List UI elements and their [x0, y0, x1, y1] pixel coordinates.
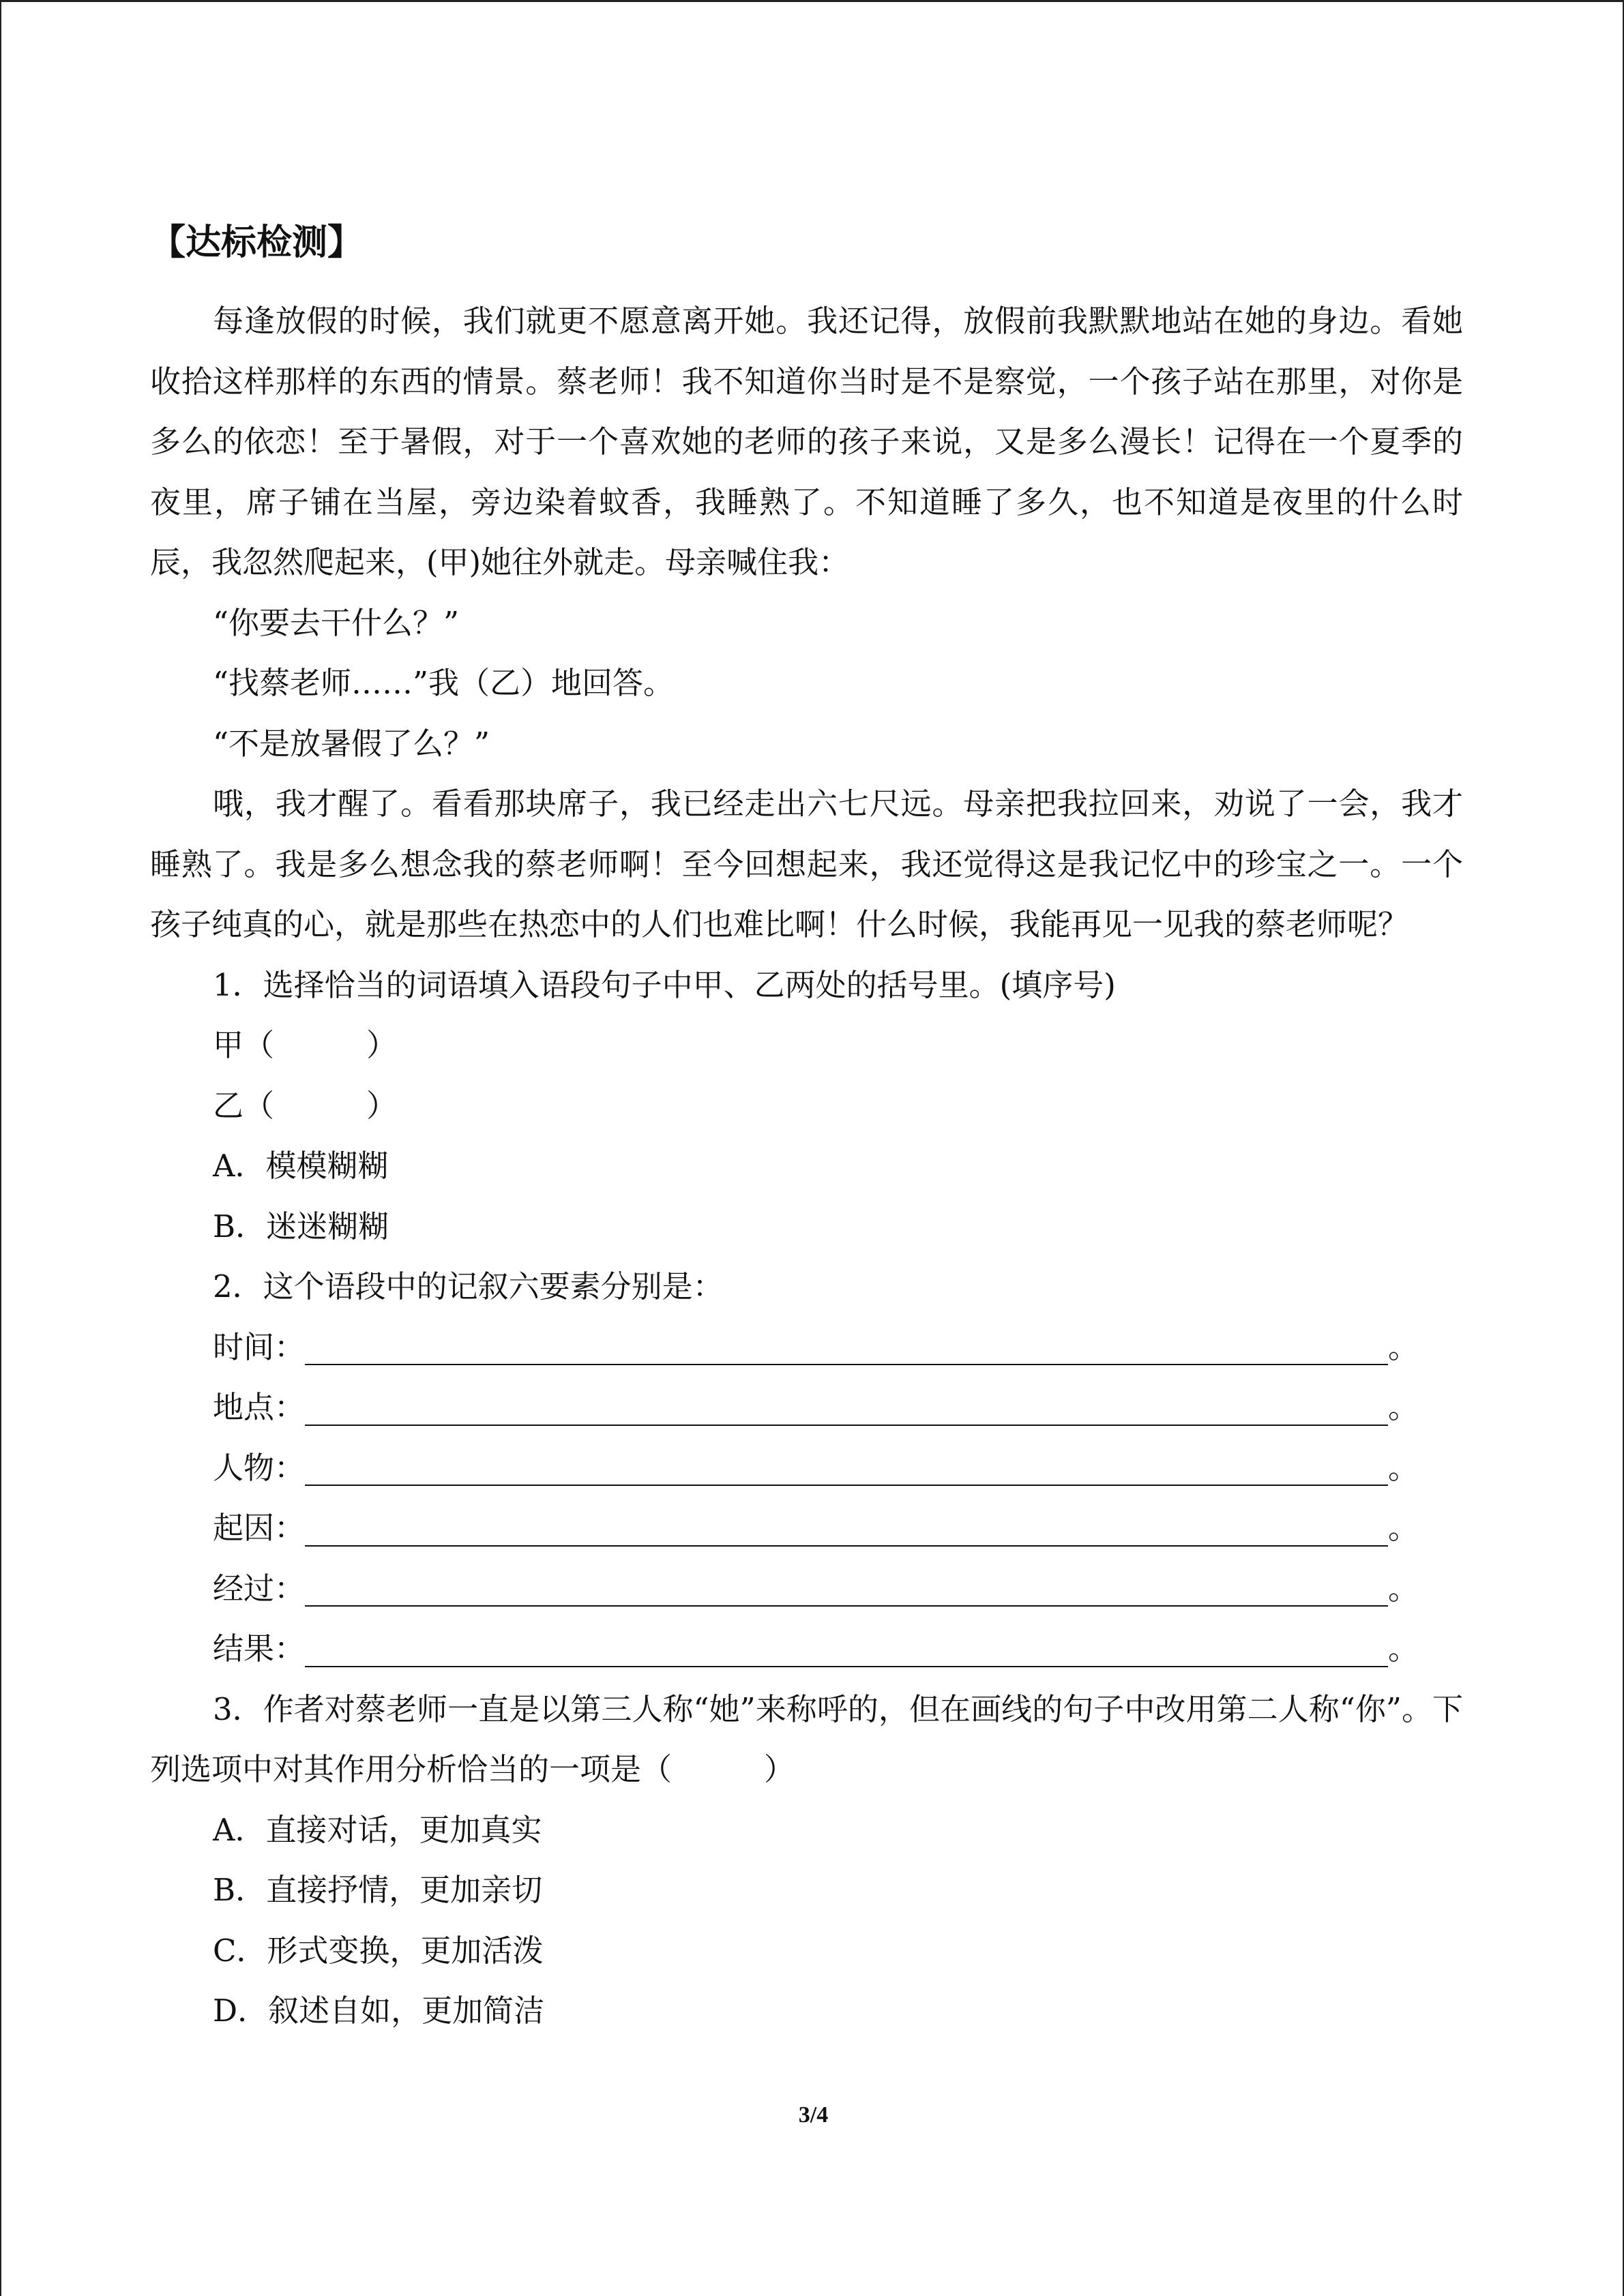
- question-3-option-a: A．直接对话，更加真实: [213, 1811, 542, 1848]
- answer-row-cause: [150, 1498, 1463, 1559]
- worksheet-content: [150, 219, 1463, 2042]
- answer-end-mark: 。: [1388, 1630, 1419, 1667]
- question-2-stem: 2．这个语段中的记叙六要素分别是：: [213, 1268, 724, 1304]
- answer-end-mark: 。: [1388, 1570, 1419, 1607]
- page-number: 3/4: [798, 2102, 829, 2128]
- answer-row-time: [150, 1317, 1463, 1378]
- question-3-option-d: D．叙述自如，更加简洁: [213, 1993, 545, 2029]
- answer-blank-cause[interactable]: [305, 1502, 1388, 1547]
- question-1-blank-jia[interactable]: 甲（ ）: [213, 1027, 398, 1063]
- question-1-blank-yi[interactable]: 乙（ ）: [213, 1087, 398, 1124]
- question-1-stem: 1．选择恰当的词语填入语段句子中甲、乙两处的括号里。(填序号): [213, 966, 1116, 1003]
- answer-label-place: 地点：: [213, 1389, 306, 1425]
- answer-blank-time[interactable]: [305, 1320, 1388, 1365]
- dialog-line-2: “找蔡老师……”我（乙）地回答。: [213, 665, 675, 701]
- answer-blank-people[interactable]: [305, 1441, 1388, 1486]
- question-1-option-b: B．迷迷糊糊: [213, 1208, 389, 1244]
- question-3-option-c: C．形式变换，更加活泼: [213, 1932, 544, 1969]
- answer-label-cause: 起因：: [213, 1510, 306, 1546]
- answer-row-people: [150, 1438, 1463, 1499]
- answer-label-people: 人物：: [213, 1449, 306, 1486]
- dialog-line-3: “不是放暑假了么？”: [213, 725, 490, 762]
- answer-row-result: [150, 1619, 1463, 1680]
- answer-label-time: 时间：: [213, 1328, 306, 1365]
- answer-blank-process[interactable]: [305, 1562, 1388, 1607]
- answer-end-mark: 。: [1388, 1449, 1419, 1486]
- question-1-option-a: A．模模糊糊: [213, 1148, 389, 1184]
- answer-label-process: 经过：: [213, 1570, 306, 1607]
- dialog-line-1: “你要去干什么？”: [213, 604, 460, 641]
- answer-end-mark: 。: [1388, 1328, 1419, 1365]
- answer-end-mark: 。: [1388, 1510, 1419, 1546]
- section-title: 【达标检测】: [150, 222, 364, 263]
- answer-row-process: [150, 1559, 1463, 1620]
- answer-blank-result[interactable]: [305, 1622, 1388, 1667]
- passage-paragraph-1: 每逢放假的时候，我们就更不愿意离开她。我还记得，放假前我默默地站在她的身边。看她收拾这样那样的东西的情景。蔡老师！我不知道你当时是不是察觉，一个孩子站在那里，对你是多么的依恋！至于暑假，对于一个喜欢她的老师的孩子来说，又是多么漫长！记得在一个夏季的夜里，席子铺在当屋，旁边染着蚊香，我睡熟了。不知道睡了多久，也不知道是夜里的什么时辰，我忽然爬起来，(甲)她往外就走。母亲喊住我：: [150, 303, 1463, 580]
- answer-row-place: [150, 1377, 1463, 1438]
- passage-paragraph-2: 哦，我才醒了。看看那块席子，我已经走出六七尺远。母亲把我拉回来，劝说了一会，我才睡熟了。我是多么想念我的蔡老师啊！至今回想起来，我还觉得这是我记忆中的珍宝之一。一个孩子纯真的心，就是那些在热恋中的人们也难比啊！什么时候，我能再见一见我的蔡老师呢？: [150, 786, 1463, 942]
- question-3-option-b: B．直接抒情，更加亲切: [213, 1872, 543, 1908]
- answer-label-result: 结果：: [213, 1630, 306, 1667]
- answer-blank-place[interactable]: [305, 1381, 1388, 1426]
- answer-end-mark: 。: [1388, 1389, 1419, 1425]
- question-3-stem: 3．作者对蔡老师一直是以第三人称“她”来称呼的，但在画线的句子中改用第二人称“你”。下列选项中对其作用分析恰当的一项是（ ）: [150, 1690, 1463, 1787]
